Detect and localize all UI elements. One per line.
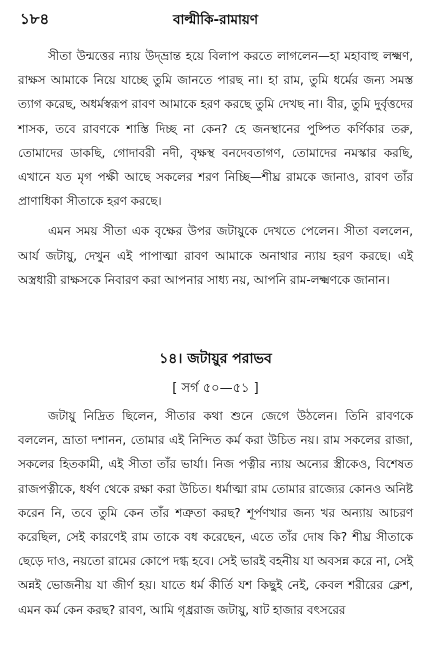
page-header	[18, 6, 413, 32]
paragraph-jatayu-speaks: জটায়ু নিদ্রিত ছিলেন, সীতার কথা শুনে জেগে উঠলেন। তিনি রাবণকে বললেন, ভ্রাতা দশানন, তোমার এই নিন্দিত কর্ম করা উচিত নয়। রাম সকলের রাজা, সকলের হিতকামী, এই সীতা তাঁর ভার্যা। নিজ পত্নীর ন্যায় অন্যের স্ত্রীকেও, বিশেষত রাজপত্নীকে, ধর্ষণ থেকে রক্ষা করা উচিত। ধর্মাত্মা রাম তোমার রাজ্যের কোনও অনিষ্ট করেন নি, তবে তুমি কেন তাঁর শত্রুতা করছ? শূর্পণখার জন্য খর অন্যায় আচরণ করেছিল, সেই কারণেই রাম তাকে বধ করেছেন, এতে তাঁর দোষ কি? শীঘ্র সীতাকে ছেড়ে দাও, নয়তো রামের কোপে দগ্ধ হবে। সেই ভারই বহনীয় যা অবসন্ন করে না, সেই অন্নই ভোজনীয় যা জীর্ণ হয়। যাতে ধর্ম কীর্তি যশ কিছুই নেই, কেবল শরীরের ক্লেশ, এমন কর্ম কেন করছ? রাবণ, আমি গৃধ্ররাজ জটায়ু, ষাট হাজার বৎসরের	[18, 409, 413, 617]
sarga-reference: [ সর্গ ৫০—৫১ ]	[172, 381, 259, 397]
running-title: বাল্মীকি-রামায়ণ	[172, 12, 259, 28]
page-number: ১৮৪	[20, 10, 50, 28]
chapter-title: ১৪। জটায়ুর পরাভব	[159, 351, 272, 368]
paragraph-sita-sees-jatayu: এমন সময় সীতা এক বৃক্ষের উপর জটায়ুকে দেখতে পেলেন। সীতা বললেন, আর্য জটায়ু, দেখুন এই পাপাত্মা রাবণ আমাকে অনাথার ন্যায় হরণ করছে। এই অস্ত্রধারী রাক্ষসকে নিবারণ করা আপনার সাধ্য নয়, আপনি রাম-লক্ষ্মণকে জানান।	[18, 224, 413, 287]
paragraph-sita-lament: সীতা উন্মত্তের ন্যায় উদ্‌ভ্রান্ত হয়ে বিলাপ করতে লাগলেন—হা মহাবাহু লক্ষ্মণ, রাক্ষস আমাকে নিয়ে যাচ্ছে তুমি জানতে পারছ না। হা রাম, তুমি ধর্মের জন্য সমস্ত ত্যাগ করেছ, অধর্মস্বরূপ রাবণ আমাকে হরণ করছে তুমি দেখছ না। বীর, তুমি দুর্বৃত্তদের শাসক, তবে রাবণকে শাস্তি দিচ্ছ না কেন? হে জনস্থানের পুষ্পিত কর্ণিকার তরু, তোমাদের ডাকছি, গোদাবরী নদী, বৃক্ষস্থ বনদেবতাগণ, তোমাদের নমস্কার করছি, এখানে যত মৃগ পক্ষী আছে সকলের শরণ নিচ্ছি—শীঘ্র রামকে জানাও, রাবণ তাঁর প্রাণাধিকা সীতাকে হরণ করছে।	[18, 49, 413, 209]
